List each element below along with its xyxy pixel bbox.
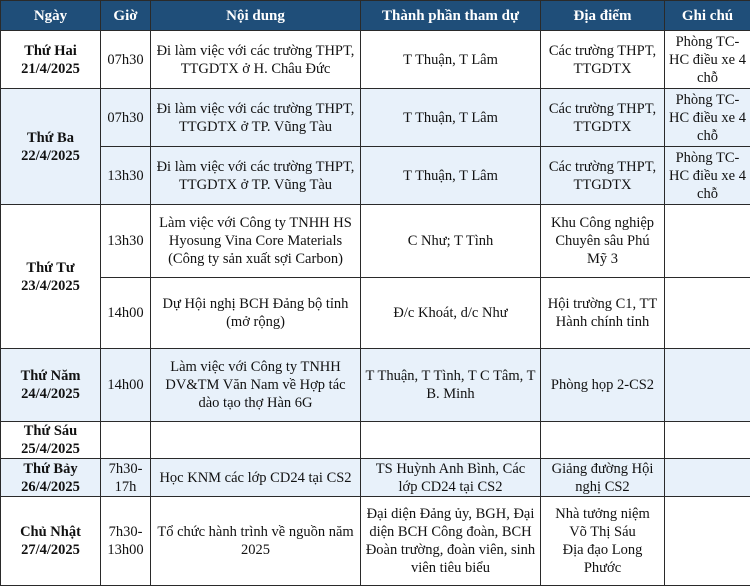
day-date: 25/4/2025 <box>5 440 96 458</box>
note-cell: Phòng TC-HC điều xe 4 chỗ <box>665 31 750 89</box>
header-location: Địa điểm <box>541 1 665 31</box>
table-row <box>1 497 750 586</box>
content-cell: Đi làm việc với các trường THPT, TTGDTX ở TP. Vũng Tàu <box>151 147 361 205</box>
content-cell: Tổ chức hành trình về nguồn năm 2025 <box>151 497 361 586</box>
time-cell: 13h30 <box>101 205 151 278</box>
content-cell: Làm việc với Công ty TNHH HS Hyosung Vina Core Materials (Công ty sản xuất sợi Carbon) <box>151 205 361 278</box>
header-row <box>1 1 750 31</box>
location-cell: Nhà tưởng niệm Võ Thị Sáu Địa đạo Long Phước <box>541 497 665 586</box>
table-row <box>1 147 750 205</box>
location-cell: Các trường THPT, TTGDTX <box>541 31 665 89</box>
participants-cell <box>361 422 541 459</box>
day-cell <box>1 349 101 422</box>
location-cell: Phòng họp 2-CS2 <box>541 349 665 422</box>
day-cell <box>1 31 101 89</box>
day-date: 23/4/2025 <box>5 277 96 295</box>
day-name: Thứ Hai <box>5 42 96 60</box>
day-name: Chủ Nhật <box>5 523 96 541</box>
location-cell: Các trường THPT, TTGDTX <box>541 147 665 205</box>
header-content: Nội dung <box>151 1 361 31</box>
note-cell <box>665 349 750 422</box>
day-name: Thứ Ba <box>5 129 96 147</box>
note-cell <box>665 205 750 278</box>
content-cell: Đi làm việc với các trường THPT, TTGDTX ở TP. Vũng Tàu <box>151 89 361 147</box>
day-date: 27/4/2025 <box>5 541 96 559</box>
participants-cell: TS Huỳnh Anh Bình, Các lớp CD24 tại CS2 <box>361 459 541 497</box>
participants-cell: Đ/c Khoát, d/c Như <box>361 278 541 349</box>
participants-cell: T Thuận, T Lâm <box>361 89 541 147</box>
header-time: Giờ <box>101 1 151 31</box>
participants-cell: Đại diện Đảng ủy, BGH, Đại diện BCH Công đoàn, BCH Đoàn trường, đoàn viên, sinh viên tiêu biểu <box>361 497 541 586</box>
content-cell <box>151 422 361 459</box>
participants-cell: C Như; T Tình <box>361 205 541 278</box>
header-note: Ghi chú <box>665 1 750 31</box>
location-cell: Khu Công nghiệp Chuyên sâu Phú Mỹ 3 <box>541 205 665 278</box>
time-cell <box>101 422 151 459</box>
header-date: Ngày <box>1 1 101 31</box>
table-row <box>1 459 750 497</box>
time-cell: 7h30- 17h <box>101 459 151 497</box>
time-cell: 14h00 <box>101 278 151 349</box>
time-cell: 14h00 <box>101 349 151 422</box>
location-cell <box>541 422 665 459</box>
table-row <box>1 422 750 459</box>
day-name: Thứ Sáu <box>5 422 96 440</box>
note-cell <box>665 497 750 586</box>
header-participants: Thành phần tham dự <box>361 1 541 31</box>
day-cell <box>1 459 101 497</box>
note-cell: Phòng TC-HC điều xe 4 chỗ <box>665 89 750 147</box>
time-cell: 07h30 <box>101 31 151 89</box>
note-cell <box>665 459 750 497</box>
content-cell: Học KNM các lớp CD24 tại CS2 <box>151 459 361 497</box>
day-cell <box>1 205 101 349</box>
day-cell <box>1 422 101 459</box>
time-cell: 7h30- 13h00 <box>101 497 151 586</box>
table-row <box>1 205 750 278</box>
time-cell: 13h30 <box>101 147 151 205</box>
content-cell: Làm việc với Công ty TNHH DV&TM Văn Nam về Hợp tác dào tạo thợ Hàn 6G <box>151 349 361 422</box>
note-cell: Phòng TC-HC điều xe 4 chỗ <box>665 147 750 205</box>
table-row <box>1 349 750 422</box>
day-date: 21/4/2025 <box>5 60 96 78</box>
note-cell <box>665 422 750 459</box>
time-cell: 07h30 <box>101 89 151 147</box>
content-cell: Dự Hội nghị BCH Đảng bộ tỉnh (mở rộng) <box>151 278 361 349</box>
location-cell: Giảng đường Hội nghị CS2 <box>541 459 665 497</box>
participants-cell: T Thuận, T Lâm <box>361 147 541 205</box>
day-date: 24/4/2025 <box>5 385 96 403</box>
content-cell: Đi làm việc với các trường THPT, TTGDTX ở H. Châu Đức <box>151 31 361 89</box>
day-name: Thứ Năm <box>5 367 96 385</box>
day-cell <box>1 497 101 586</box>
note-cell <box>665 278 750 349</box>
day-date: 26/4/2025 <box>5 478 96 496</box>
location-cell: Các trường THPT, TTGDTX <box>541 89 665 147</box>
table-row <box>1 89 750 147</box>
participants-cell: T Thuận, T Lâm <box>361 31 541 89</box>
participants-cell: T Thuận, T Tình, T C Tâm, T B. Minh <box>361 349 541 422</box>
day-cell <box>1 89 101 205</box>
location-cell: Hội trường C1, TT Hành chính tỉnh <box>541 278 665 349</box>
table-row <box>1 278 750 349</box>
day-name: Thứ Tư <box>5 259 96 277</box>
day-name: Thứ Bảy <box>5 460 96 478</box>
day-date: 22/4/2025 <box>5 147 96 165</box>
table-row <box>1 31 750 89</box>
